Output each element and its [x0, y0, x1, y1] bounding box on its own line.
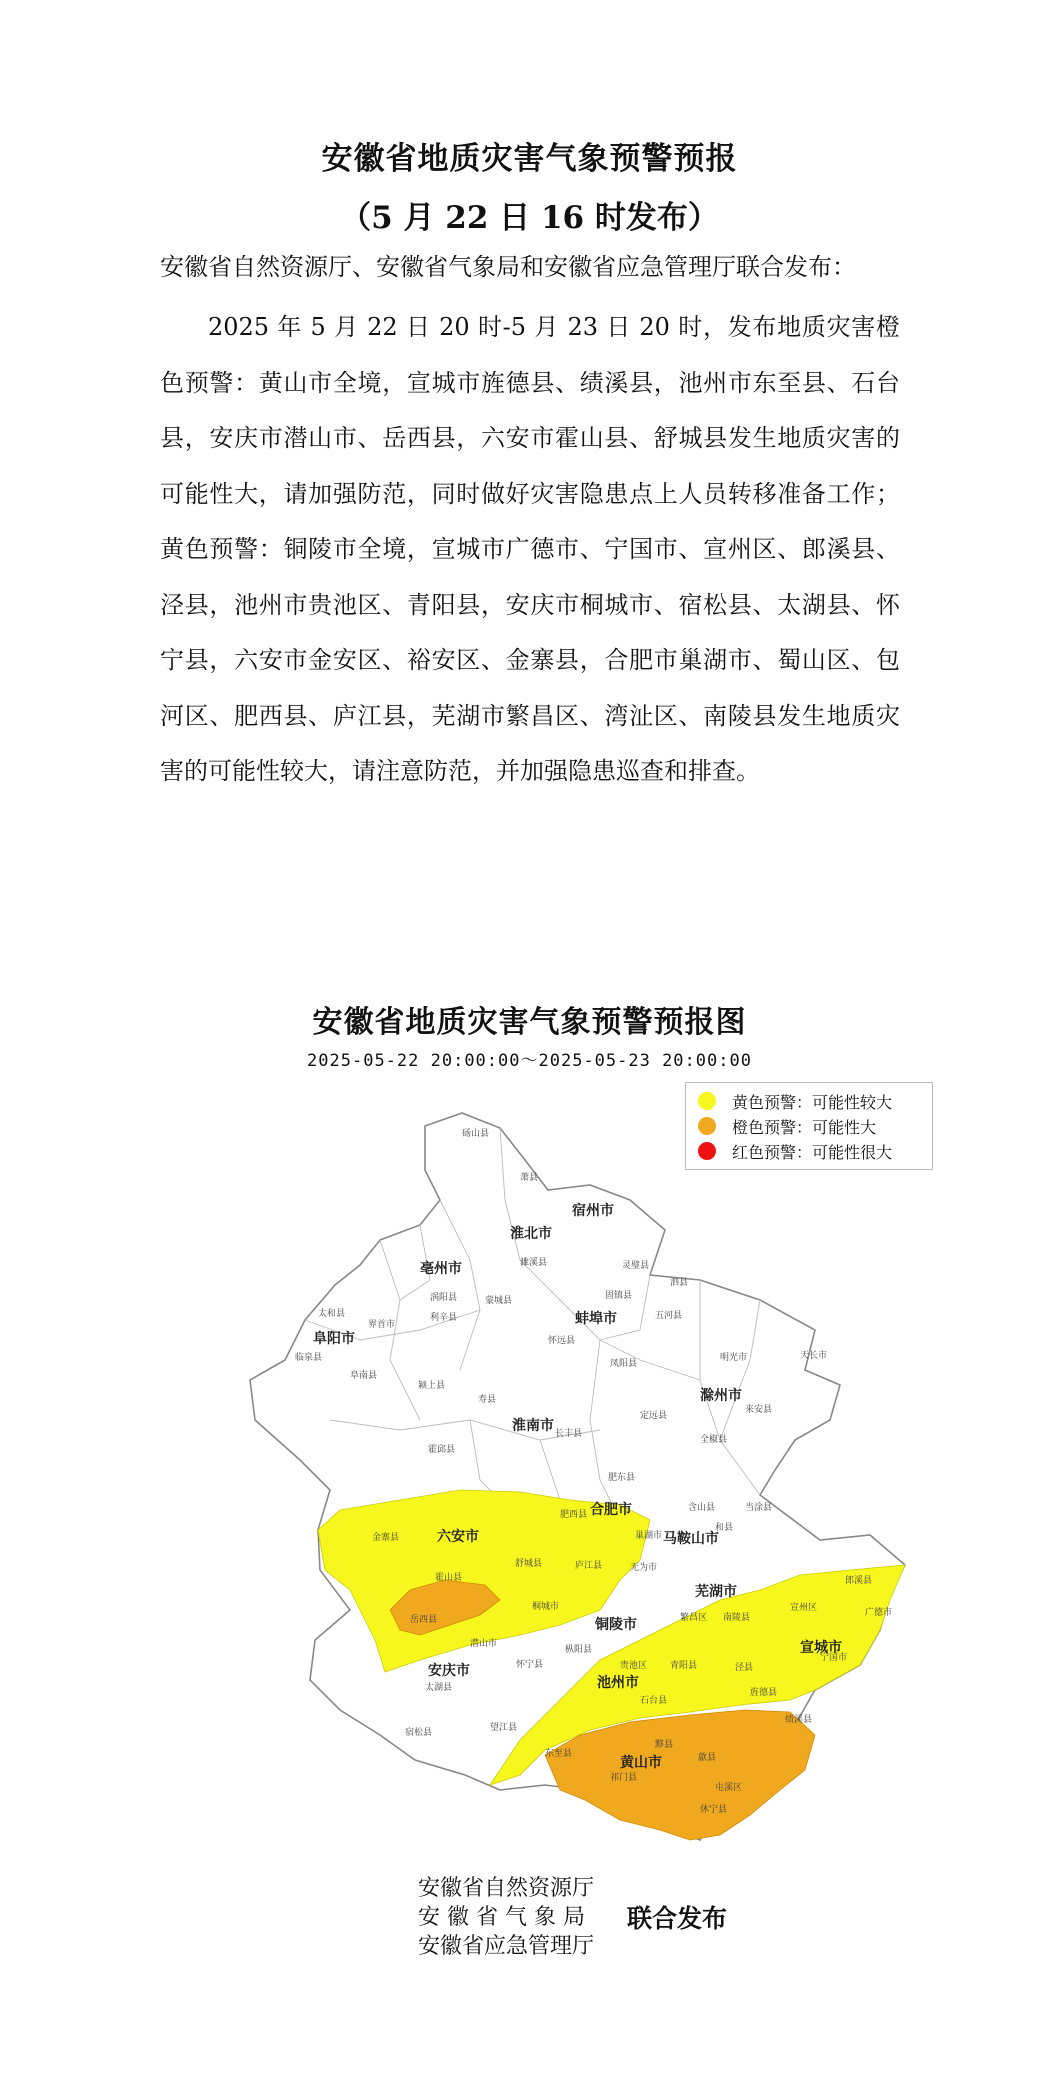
issuer-name: 安徽省自然资源厅 [418, 1876, 595, 1901]
county-label: 金寨县 [372, 1533, 400, 1543]
map-period: 2025-05-22 20:00:00～2025-05-23 20:00:00 [307, 1051, 752, 1071]
county-label: 界首市 [368, 1320, 396, 1330]
city-label-huainan: 淮南市 [512, 1418, 554, 1434]
county-label: 广德市 [865, 1608, 893, 1618]
county-label: 凤阳县 [610, 1359, 638, 1369]
city-label-chizhou: 池州市 [597, 1675, 639, 1691]
county-label: 和县 [715, 1523, 734, 1533]
city-label-bozhou: 亳州市 [420, 1261, 462, 1277]
orange-dot-icon [698, 1117, 716, 1135]
city-label-hefei: 合肥市 [590, 1502, 632, 1518]
county-label: 濉溪县 [520, 1258, 548, 1268]
county-label: 全椒县 [700, 1435, 728, 1445]
warning-body-text: 2025 年 5 月 22 日 20 时-5 月 23 日 20 时，发布地质灾害橙色预警：黄山市全境，宣城市旌德县、绩溪县，池州市东至县、石台县，安庆市潜山市、岳西县，六安市霍山县、舒城县发生地质灾害的可能性大，请加强防范，同时做好灾害隐患点上人员转移准备工作；黄色预警：铜陵市全境，宣城市广德市、宁国市、宣州区、郎溪县、泾县，池州市贵池区、青阳县，安庆市桐城市、宿松县、太湖县、怀宁县，六安市金安区、裕安区、金寨县，合肥市巢湖市、蜀山区、包河区、肥西县、庐江县，芜湖市繁昌区、湾沚区、南陵县发生地质灾害的可能性较大，请注意防范，并加强隐患巡查和排查。 [160, 313, 900, 785]
county-label: 庐江县 [575, 1561, 603, 1571]
city-label-fuyang: 阜阳市 [313, 1331, 355, 1347]
county-label: 临泉县 [295, 1353, 323, 1363]
county-label: 祁门县 [610, 1773, 638, 1783]
county-label: 南陵县 [723, 1613, 751, 1623]
county-label: 黟县 [655, 1740, 674, 1750]
county-label: 定远县 [640, 1411, 668, 1421]
county-label: 潜山市 [470, 1639, 498, 1649]
city-label-suzhou: 宿州市 [572, 1203, 614, 1219]
county-label: 怀宁县 [516, 1660, 544, 1670]
issuing-agencies [418, 1874, 594, 1961]
county-label: 含山县 [688, 1503, 716, 1513]
joint-release-label: 联合发布 [627, 1904, 728, 1933]
city-label-chuzhou: 滁州市 [700, 1388, 742, 1404]
document-title: 安徽省地质灾害气象预警预报 [321, 141, 738, 177]
city-label-anqing: 安庆市 [428, 1663, 470, 1679]
county-label: 长丰县 [555, 1429, 583, 1439]
county-label: 岳西县 [410, 1615, 438, 1625]
county-label: 桐城市 [532, 1602, 560, 1612]
county-label: 宁国市 [820, 1653, 848, 1663]
city-label-huaibei: 淮北市 [510, 1226, 552, 1242]
county-label: 萧县 [520, 1173, 539, 1183]
county-label: 旌德县 [750, 1688, 778, 1698]
county-label: 蒙城县 [485, 1296, 513, 1306]
county-label: 屯溪区 [715, 1783, 743, 1793]
red-dot-icon [698, 1142, 716, 1160]
county-label: 明光市 [720, 1353, 748, 1363]
county-label: 固镇县 [605, 1291, 633, 1301]
county-label: 阜南县 [350, 1371, 378, 1381]
county-label: 郎溪县 [845, 1576, 873, 1586]
county-label: 巢湖市 [635, 1531, 663, 1541]
county-label: 寿县 [478, 1395, 497, 1405]
county-label: 涡阳县 [430, 1293, 458, 1303]
legend-item-yellow [698, 1090, 892, 1112]
county-label: 泾县 [735, 1663, 754, 1673]
county-label: 砀山县 [462, 1129, 490, 1139]
county-label: 宿松县 [405, 1728, 433, 1738]
county-label: 绩溪县 [785, 1715, 813, 1725]
county-label: 灵璧县 [622, 1261, 650, 1271]
county-label: 天长市 [800, 1351, 828, 1361]
county-label: 舒城县 [515, 1559, 543, 1569]
county-label: 休宁县 [700, 1805, 728, 1815]
county-label: 霍山县 [435, 1573, 463, 1583]
city-label-luan: 六安市 [437, 1529, 479, 1545]
county-label: 宣州区 [790, 1603, 818, 1613]
county-label: 望江县 [490, 1723, 518, 1733]
map-legend [685, 1082, 933, 1170]
county-label: 青阳县 [670, 1661, 698, 1671]
county-label: 肥东县 [608, 1473, 636, 1483]
issuer-name: 安 徽 省 气 象 局 [418, 1905, 585, 1930]
legend-item-orange [698, 1115, 876, 1137]
city-label-maanshan: 马鞍山市 [663, 1531, 719, 1547]
county-label: 太和县 [318, 1309, 346, 1319]
county-label: 无为市 [630, 1563, 658, 1573]
county-label: 贵池区 [620, 1661, 648, 1671]
legend-item-red [698, 1140, 892, 1162]
yellow-dot-icon [698, 1092, 716, 1110]
city-label-bengbu: 蚌埠市 [575, 1311, 617, 1327]
county-label: 石台县 [640, 1696, 668, 1706]
legend-label: 黄色预警：可能性较大 [732, 1092, 893, 1112]
intro-line: 安徽省自然资源厅、安徽省气象局和安徽省应急管理厅联合发布： [160, 253, 856, 281]
county-label: 太湖县 [425, 1683, 453, 1693]
county-label: 来安县 [745, 1405, 773, 1415]
county-label: 怀远县 [548, 1336, 576, 1346]
legend-label: 红色预警：可能性很大 [732, 1142, 893, 1162]
county-label: 颍上县 [418, 1381, 446, 1391]
city-label-tongling: 铜陵市 [595, 1617, 637, 1633]
legend-label: 橙色预警：可能性大 [732, 1117, 877, 1137]
map-title: 安徽省地质灾害气象预警预报图 [312, 1005, 747, 1040]
county-label: 枞阳县 [565, 1645, 593, 1655]
county-label: 利辛县 [430, 1313, 458, 1323]
city-label-wuhu: 芜湖市 [695, 1584, 737, 1600]
anhui-warning-map [0, 1070, 1059, 1860]
city-label-huangshan: 黄山市 [620, 1755, 662, 1771]
document-subtitle: （5 月 22 日 16 时发布） [340, 200, 719, 236]
county-label: 当涂县 [745, 1503, 773, 1513]
county-label: 泗县 [670, 1278, 689, 1288]
issuer-name: 安徽省应急管理厅 [418, 1934, 595, 1959]
county-label: 五河县 [655, 1311, 683, 1321]
county-label: 肥西县 [560, 1510, 588, 1520]
city-label-xuancheng: 宣城市 [800, 1640, 842, 1656]
county-label: 东至县 [545, 1749, 573, 1759]
county-label: 霍邱县 [428, 1445, 456, 1455]
county-label: 歙县 [698, 1753, 717, 1763]
county-label: 繁昌区 [680, 1613, 708, 1623]
